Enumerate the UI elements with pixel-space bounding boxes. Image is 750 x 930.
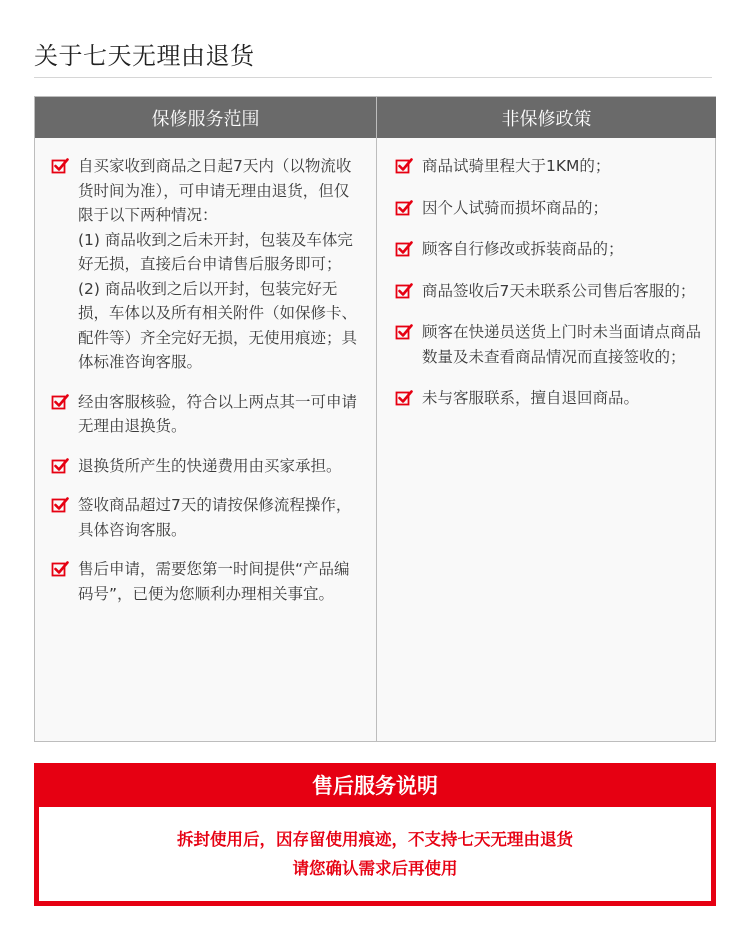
item-text: 售后申请，需要您第一时间提供“产品编码号”，已便为您顺利办理相关事宜。: [78, 560, 350, 603]
warranty-item-4: [51, 493, 358, 542]
non-warranty-item-1: [395, 154, 702, 179]
item-text: 商品签收后7天未联系公司售后客服的；: [422, 281, 696, 300]
warranty-item-3: [51, 454, 358, 479]
red-check-icon: [395, 389, 413, 407]
red-check-icon: [51, 393, 69, 411]
item-text: 顾客自行修改或拆装商品的；: [422, 240, 624, 258]
warranty-item-2: [51, 390, 358, 439]
non-warranty-item-2: [395, 196, 702, 221]
non-warranty-item-6: [395, 386, 702, 411]
page-title: 关于七天无理由退货: [34, 42, 255, 70]
red-check-icon: [395, 323, 413, 341]
item-text: 自买家收到商品之日起7天内（以物流收货时间为准），可申请无理由退货，但仅限于以下两种情况：: [78, 157, 352, 224]
red-check-icon: [51, 560, 69, 578]
notice-line: 请您确认需求后再使用: [292, 859, 458, 878]
red-check-icon: [395, 282, 413, 300]
red-check-icon: [395, 157, 413, 175]
red-check-icon: [395, 199, 413, 217]
red-check-icon: [51, 496, 69, 514]
notice-title: 售后服务说明: [312, 774, 438, 798]
item-text: 签收商品超过7天的请按保修流程操作，具体咨询客服。: [78, 496, 352, 539]
non-warranty-item-4: [395, 279, 702, 304]
item-text: 未与客服联系，擅自退回商品。: [422, 389, 640, 407]
item-text: 因个人试骑而损坏商品的；: [422, 198, 609, 217]
warranty-list: [35, 138, 376, 621]
item-text: 顾客在快递员送货上门时未当面请点商品数量及未查看商品情况而直接签收的；: [422, 323, 702, 366]
notice-line: 拆封使用后，因存留使用痕迹，不支持七天无理由退货: [177, 830, 573, 849]
warranty-item-1: [51, 154, 358, 375]
non-warranty-item-3: [395, 237, 702, 262]
item-text: (1) 商品收到之后未开封，包装及车体完好无损，直接后台申请售后服务即可；: [78, 230, 353, 273]
non-warranty-column-header: 非保修政策: [377, 97, 716, 138]
red-check-icon: [51, 457, 69, 475]
after-sales-notice: [34, 763, 716, 906]
warranty-item-5: [51, 557, 358, 606]
item-text: 商品试骑里程大于1KM的；: [422, 157, 611, 175]
non-warranty-item-5: [395, 320, 702, 369]
title-divider: [34, 77, 712, 78]
item-text: (2) 商品收到之后以开封，包装完好无损，车体以及所有相关附件（如保修卡、配件等）齐全完好无损，无使用痕迹；具体标准咨询客服。: [78, 279, 358, 371]
policy-table: [34, 96, 716, 742]
red-check-icon: [395, 240, 413, 258]
non-warranty-list: [377, 138, 716, 428]
item-text: 经由客服核验，符合以上两点其一可申请无理由退换货。: [78, 392, 358, 435]
item-text: 退换货所产生的快递费用由买家承担。: [78, 456, 342, 475]
notice-body: [39, 807, 711, 901]
red-check-icon: [51, 157, 69, 175]
warranty-column-header: 保修服务范围: [35, 97, 376, 138]
